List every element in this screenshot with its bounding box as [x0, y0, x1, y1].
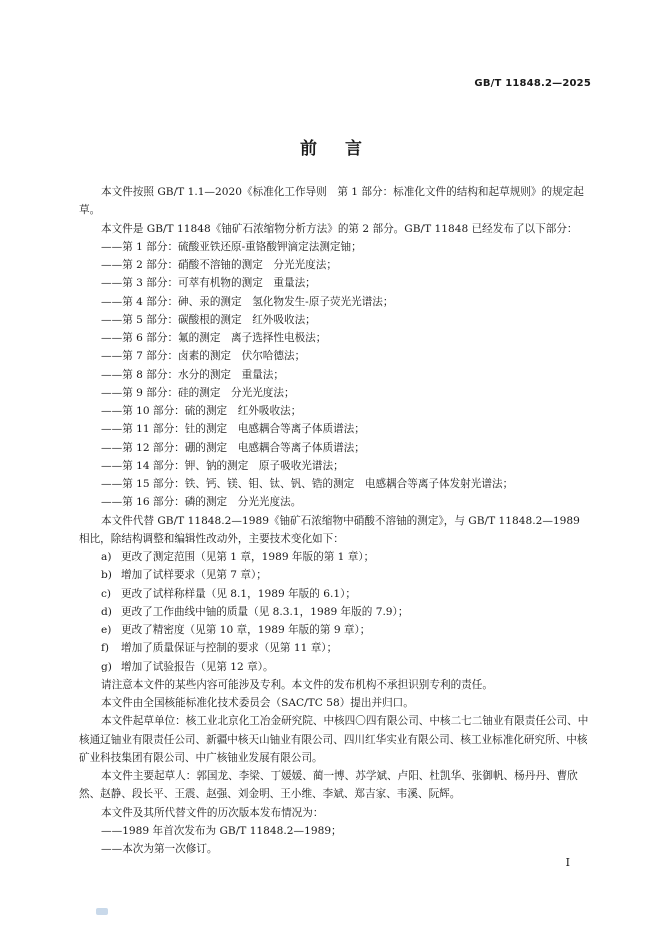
list-item-label: d) — [101, 605, 112, 618]
list-item-label: e) — [101, 624, 112, 636]
list-item-label: a) — [101, 551, 112, 563]
dash-list-item: ——本次为第一次修订。 — [101, 843, 218, 855]
change-list-item — [79, 658, 593, 676]
list-item-text: 增加了试验报告（见第 12 章）。 — [121, 660, 274, 673]
dash-list-item: ——第 5 部分：碳酸根的测定 红外吸收法； — [101, 313, 316, 326]
list-item-text: 更改了精密度（见第 10 章，1989 年版的第 9 章）； — [121, 624, 371, 636]
change-list-item — [79, 585, 593, 603]
dash-list-item: ——第 8 部分：水分的测定 重量法； — [101, 368, 284, 381]
change-list-item — [79, 621, 593, 639]
standard-code: GB/T 11848.2—2025 — [474, 78, 591, 89]
page-title: 前言 — [300, 139, 390, 159]
change-list-item — [79, 566, 593, 584]
dash-list-item: ——第 7 部分：卤素的测定 伏尔哈德法； — [101, 350, 306, 363]
list-item-text: 更改了测定范围（见第 1 章，1989 年版的第 1 章）； — [121, 551, 375, 563]
dash-list-item: ——第 3 部分：可萃有机物的测定 重量法； — [101, 277, 316, 290]
dash-list-item: ——第 12 部分：硼的测定 电感耦合等离子体质谱法； — [101, 441, 365, 454]
dash-list-item: ——第 10 部分：硫的测定 红外吸收法； — [101, 405, 302, 417]
dash-list-item: ——第 15 部分：铁、钙、镁、钼、钛、钒、锆的测定 电感耦合等离子体发射光谱法； — [101, 478, 514, 490]
paragraph: 本文件按照 GB/T 1.1—2020《标准化工作导则 第 1 部分：标准化文件的结构和起草规则》的规定起草。 — [79, 186, 584, 217]
document-body — [79, 183, 593, 858]
dash-list-item: ——第 2 部分：硝酸不溶铀的测定 分光光度法； — [101, 259, 337, 271]
list-item-text: 增加了质量保证与控制的要求（见第 11 章）； — [121, 642, 338, 655]
list-item-text: 更改了工作曲线中铀的质量（见 8.3.1，1989 年版的 7.9）； — [121, 605, 409, 618]
dash-list-item: ——第 16 部分：磷的测定 分光光度法。 — [101, 496, 302, 509]
list-item-text: 增加了试样要求（见第 7 章）； — [121, 569, 267, 582]
paragraph: 本文件是 GB/T 11848《铀矿石浓缩物分析方法》的第 2 部分。GB/T 11848 已经发布了以下部分： — [101, 222, 578, 235]
dash-list-item: ——第 9 部分：硅的测定 分光光度法； — [101, 386, 295, 399]
page-number: I — [565, 856, 570, 869]
change-list-item — [79, 639, 593, 657]
paragraph: 本文件由全国核能标准化技术委员会（SAC/TC 58）提出并归口。 — [101, 697, 414, 709]
paragraph: 本文件及其所代替文件的历次版本发布情况为： — [101, 806, 324, 819]
paragraph: 请注意本文件的某些内容可能涉及专利。本文件的发布机构不承担识别专利的责任。 — [101, 678, 493, 691]
corner-mark-icon — [96, 908, 108, 915]
dash-list-item: ——第 14 部分：钾、钠的测定 原子吸收光谱法； — [101, 459, 344, 472]
dash-list-item: ——第 4 部分：砷、汞的测定 氢化物发生-原子荧光光谱法； — [101, 295, 394, 308]
paragraph: 本文件起草单位：核工业北京化工冶金研究院、中核四〇四有限公司、中核二七二铀业有限责任公司、中核通辽铀业有限责任公司、新疆中核天山铀业有限公司、四川红华实业有限公司、核工业标准化研究所、中核矿业科技集团有限公司、中广核铀业发展有限公司。 — [79, 715, 589, 764]
paragraph: 本文件代替 GB/T 11848.2—1989《铀矿石浓缩物中硝酸不溶铀的测定》，与 GB/T 11848.2—1989 相比，除结构调整和编辑性改动外，主要技术变化如下： — [79, 514, 580, 545]
list-item-label: b) — [101, 569, 112, 582]
paragraph: 本文件主要起草人：郭国龙、李梁、丁媛媛、蔺一博、苏学斌、卢阳、杜凯华、张御帆、杨丹丹、曹欣然、赵静、段长平、王震、赵强、刘金明、王小维、李斌、郑吉家、韦溪、阮辉。 — [79, 770, 578, 801]
list-item-label: g) — [101, 660, 112, 673]
dash-list-item: ——第 6 部分：氟的测定 离子选择性电极法； — [101, 332, 327, 344]
change-list-item — [79, 548, 593, 566]
dash-list-item: ——第 11 部分：钍的测定 电感耦合等离子体质谱法； — [101, 423, 365, 436]
change-list-item — [79, 603, 593, 621]
dash-list-item: ——1989 年首次发布为 GB/T 11848.2—1989； — [101, 824, 342, 837]
list-item-label: c) — [101, 587, 112, 600]
list-item-text: 更改了试样称样量（见 8.1，1989 年版的 6.1）； — [121, 587, 356, 600]
dash-list-item: ——第 1 部分：硫酸亚铁还原-重铬酸钾滴定法测定铀； — [101, 240, 362, 253]
list-item-label: f) — [101, 642, 110, 655]
